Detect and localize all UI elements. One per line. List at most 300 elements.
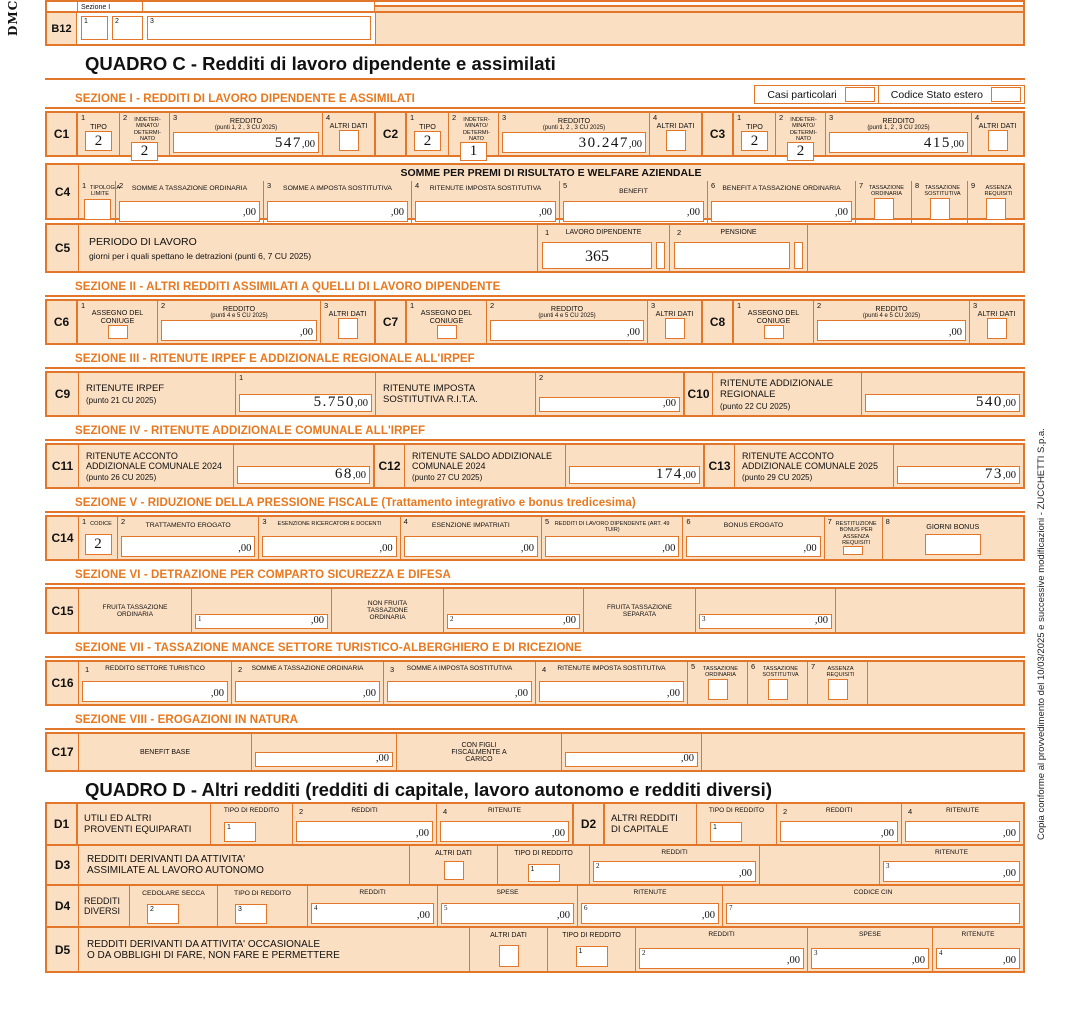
c16-ritenute-label: RITENUTE IMPOSTA SOSTITUTIVA — [557, 665, 666, 672]
c5-subtitle: giorni per i quali spettano le detrazioni (punti 6, 7 CU 2025) — [89, 250, 312, 261]
c16-empty-area — [867, 662, 1023, 704]
d3-spacer — [759, 846, 879, 884]
d4-cedolare-secca-cell — [129, 886, 217, 926]
d4-spese-field[interactable]: 5 ,00 — [441, 903, 574, 924]
c3-altri-dati-label: ALTRI DATI — [978, 121, 1017, 130]
c13-field[interactable]: 73 ,00 — [897, 466, 1020, 484]
c8-altri-dati-label: ALTRI DATI — [977, 309, 1016, 318]
c3-reddito-field[interactable]: 415 ,00 — [829, 132, 968, 153]
d5-altri-dati-label: ALTRI DATI — [490, 932, 527, 939]
c2-tipo-cell — [406, 113, 448, 155]
d5-name-line2: O DA OBBLIGHI DI FARE, NON FARE E PERMETTERE — [87, 949, 340, 961]
field-number: 1 — [198, 614, 202, 623]
c15-fruita-ordinaria-labelcell — [79, 589, 191, 632]
field-number: 3 — [267, 181, 272, 190]
d4-codice-cin-field[interactable] — [726, 903, 1020, 924]
c4-tassazione-sostitutiva-checkbox[interactable] — [930, 198, 950, 220]
c9-ritenute-irpef-labelcell — [79, 373, 235, 415]
c14-giorni-bonus-cell — [882, 517, 1023, 559]
d5-ritenute-field[interactable]: 4 ,00 — [936, 948, 1020, 969]
d2-group — [572, 804, 1023, 844]
c4-tassazione-ordinaria-label: TASSAZIONE ORDINARIA — [868, 185, 905, 198]
c14-restituzione-label: RESTITUZIONE BONUS PER ASSENZA REQUISITI — [835, 521, 877, 546]
d2-tipo-reddito-field[interactable] — [710, 822, 742, 842]
d3-redditi-header — [593, 848, 756, 861]
field-number: 1 — [737, 113, 742, 122]
c14-codice-label: CODICE — [90, 521, 112, 527]
d4-ritenute-header — [581, 888, 719, 901]
d5-spese-label: SPESE — [859, 931, 881, 938]
row-label-c12: C12 — [373, 445, 405, 487]
row-d1-d2 — [45, 802, 1025, 846]
c14-bonus-erogato-field[interactable]: ,00 — [686, 536, 820, 557]
d3-altri-dati-checkbox[interactable] — [444, 861, 464, 880]
d2-ritenute-field[interactable]: ,00 — [905, 821, 1020, 842]
c14-restituzione-cell — [824, 517, 882, 559]
d4-spese-cell — [437, 886, 577, 926]
c14-esenzione-impatriati-cell — [400, 517, 541, 559]
c17-con-figli-label: CON FIGLI FISCALMENTE A CARICO — [451, 741, 507, 763]
d5-tipo-reddito-header — [551, 930, 632, 943]
c16-tassazione-sostitutiva-checkbox[interactable] — [768, 679, 788, 701]
d2-ritenute-header — [905, 806, 1020, 819]
field-number: 5 — [544, 517, 550, 526]
d5-tipo-reddito-cell — [547, 928, 635, 971]
c16-assenza-requisiti-checkbox[interactable] — [828, 679, 848, 701]
field-number: 3 — [150, 18, 154, 25]
c16-somme-sostitutiva-cell — [383, 662, 535, 704]
c7-assegno-checkbox[interactable] — [437, 325, 457, 339]
c16-ritenute-header — [539, 664, 684, 677]
c3-group — [701, 113, 1023, 159]
clipped-row-right — [375, 5, 1023, 11]
c13-label: RITENUTE ACCONTO ADDIZIONALE COMUNALE 2025 — [742, 450, 879, 471]
c16-assenza-requisiti-cell — [807, 662, 867, 704]
d1-ritenute-cell — [436, 804, 572, 844]
field-number: 2 — [490, 301, 495, 310]
field-number: 4 — [314, 904, 318, 912]
field-number: 1 — [85, 665, 90, 674]
c8-assegno-cell — [733, 301, 813, 343]
left-margin-vertical-text: DMC — [6, 0, 20, 36]
c1-indeterminato-cell — [119, 113, 169, 159]
d2-redditi-field[interactable]: ,00 — [780, 821, 898, 842]
d3-name-cell — [79, 846, 409, 884]
c3-indeterminato-field[interactable]: 2 — [787, 142, 814, 161]
c8-altri-dati-checkbox[interactable] — [987, 318, 1007, 339]
c6-altri-dati-label: ALTRI DATI — [328, 309, 367, 318]
row-c1-c2-c3 — [45, 111, 1025, 157]
c17-benefit-base-labelcell — [79, 734, 251, 770]
c4-tassazione-ordinaria-cell — [855, 181, 911, 224]
field-number: 2 — [121, 517, 126, 526]
c16-somme-ordinaria-header — [235, 664, 380, 677]
sezione-8-header — [45, 711, 1025, 730]
d1-redditi-header — [296, 806, 433, 819]
c5-lavoro-dipendente-header — [542, 227, 665, 240]
c4-benefit-ordinaria-label: BENEFIT A TASSAZIONE ORDINARIA — [722, 185, 841, 192]
c14-codice-field[interactable]: 2 — [85, 534, 112, 555]
row-d4 — [45, 884, 1025, 928]
d4-ritenute-cell — [577, 886, 722, 926]
c8-assegno-checkbox[interactable] — [764, 325, 784, 339]
c4-benefit-ordinaria-field[interactable]: ,00 — [711, 201, 852, 222]
c7-altri-dati-label: ALTRI DATI — [655, 309, 694, 318]
d4-ritenute-field[interactable]: 6 ,00 — [581, 903, 719, 924]
c1-tipo-field[interactable]: 2 — [85, 131, 112, 151]
d2-tipo-reddito-label: TIPO DI REDDITO — [708, 807, 765, 814]
c1-reddito-field[interactable]: 547 ,00 — [173, 132, 319, 153]
c14-giorni-bonus-label: GIORNI BONUS — [926, 522, 980, 531]
c16-somme-sostitutiva-label: SOMME A IMPOSTA SOSTITUTIVA — [406, 665, 513, 672]
c1-reddito-label: REDDITO — [229, 116, 263, 125]
c4-tassazione-ordinaria-checkbox[interactable] — [874, 198, 894, 220]
c14-esenzione-impatriati-field[interactable]: ,00 — [404, 536, 538, 557]
c5-pensione-header — [674, 227, 803, 240]
sezione-2-header — [45, 278, 1025, 297]
d2-name-cell — [604, 804, 696, 844]
field-number: 1 — [81, 113, 86, 122]
c1-tipo-label: TIPO — [90, 122, 107, 131]
field-number: 4 — [542, 665, 547, 674]
c7-assegno-label: ASSEGNO DEL CONIUGE — [420, 308, 473, 326]
d5-altri-dati-header — [473, 930, 544, 943]
field-number: 7 — [859, 181, 864, 190]
casi-particolari-field[interactable] — [845, 87, 875, 102]
d5-name-line1: REDDITI DERIVANTI DA ATTIVITA' OCCASIONALE — [87, 938, 321, 950]
d4-ritenute-label: RITENUTE — [633, 889, 667, 896]
c14-bonus-erogato-label: BONUS EROGATO — [723, 522, 784, 529]
c11-field[interactable]: 68 ,00 — [237, 466, 370, 484]
sezione-7-header — [45, 639, 1025, 658]
c15-fruita-separata-labelcell — [583, 589, 695, 632]
c8-reddito-field[interactable]: ,00 — [817, 320, 966, 341]
c1-indeterminato-label: INDETER- MINATO/ DETERMI- NATO — [133, 117, 162, 142]
sezione-1-title: SEZIONE I - REDDITI DI LAVORO DIPENDENTE E ASSIMILATI — [75, 93, 415, 105]
row-c5 — [45, 223, 1025, 273]
c17-empty-area — [701, 734, 1023, 770]
d3-ritenute-cell — [879, 846, 1023, 884]
field-number: 2 — [450, 614, 454, 623]
d3-redditi-field[interactable]: 2 ,00 — [593, 861, 756, 882]
d5-spese-field[interactable]: 3 ,00 — [811, 948, 929, 969]
c5-lavoro-dipendente-field[interactable]: 365 — [542, 242, 652, 269]
field-number: 3 — [886, 862, 890, 870]
c12-label: RITENUTE SALDO ADDIZIONALE COMUNALE 2024 — [412, 450, 553, 471]
c11-fieldcell — [233, 445, 373, 487]
d5-altri-dati-checkbox[interactable] — [499, 945, 519, 967]
field-number: 3 — [502, 113, 507, 122]
c17-benefit-base-field[interactable]: ,00 — [255, 752, 393, 767]
field-number: 2 — [642, 949, 646, 957]
c5-description — [79, 225, 537, 271]
d5-tipo-reddito-field[interactable] — [576, 946, 608, 967]
field-number: 3 — [238, 906, 242, 913]
c4-assenza-requisiti-checkbox[interactable] — [986, 198, 1006, 220]
c8-reddito-sublabel: (punti 4 e 5 CU 2025) — [862, 313, 921, 320]
c16-ritenute-field[interactable]: ,00 — [539, 681, 684, 702]
c2-indeterminato-label: INDETER- MINATO/ DETERMI- NATO — [462, 117, 491, 142]
field-number: 1 — [545, 228, 550, 237]
d2-name-line2: DI CAPITALE — [611, 824, 669, 835]
d1-tipo-reddito-label: TIPO DI REDDITO — [223, 807, 280, 814]
c1-altri-dati-cell — [322, 113, 374, 155]
c6-assegno-checkbox[interactable] — [108, 325, 128, 339]
d1-tipo-reddito-field[interactable] — [224, 822, 256, 842]
c6-reddito-label: REDDITO — [222, 304, 256, 313]
sezione-1-header — [45, 82, 1025, 109]
row-d3 — [45, 844, 1025, 886]
c16-tassazione-sostitutiva-label: TASSAZIONE SOSTITUTIVA — [762, 666, 799, 679]
c9-ritenute-irpef-field[interactable]: 5.750 ,00 — [239, 394, 372, 412]
c6-reddito-field[interactable]: ,00 — [161, 320, 317, 341]
c9-rita-field[interactable]: ,00 — [539, 397, 680, 412]
c12-field[interactable]: 174 ,00 — [569, 466, 700, 484]
c16-reddito-turistico-field[interactable]: ,00 — [82, 681, 228, 702]
d3-altri-dati-cell — [409, 846, 497, 884]
c2-altri-dati-checkbox[interactable] — [666, 130, 686, 151]
row-d5 — [45, 926, 1025, 973]
c3-altri-dati-cell — [971, 113, 1023, 155]
row-label-b12: B12 — [47, 13, 77, 44]
field-number: 4 — [939, 949, 943, 957]
d5-redditi-cell — [635, 928, 807, 971]
row-label-c10: C10 — [683, 373, 713, 415]
c2-tipo-field[interactable]: 2 — [414, 131, 441, 151]
c2-reddito-field[interactable]: 30.247 ,00 — [502, 132, 646, 153]
sezione-4-title: SEZIONE IV - RITENUTE ADDIZIONALE COMUNALE ALL'IRPEF — [75, 425, 426, 437]
c5-lavoro-dipendente-label: LAVORO DIPENDENTE — [565, 229, 642, 236]
d4-name-line2: DIVERSI — [84, 906, 121, 916]
c7-altri-dati-checkbox[interactable] — [665, 318, 685, 339]
c14-giorni-bonus-field[interactable] — [925, 534, 981, 555]
field-number: 3 — [702, 614, 706, 623]
d1-name-line2: PROVENTI EQUIPARATI — [84, 824, 192, 835]
c9-rita-fieldcell — [535, 373, 683, 415]
field-number: 1 — [84, 18, 88, 25]
c6-altri-dati-checkbox[interactable] — [338, 318, 358, 339]
field-number: 1 — [227, 824, 231, 831]
c4-somme-sostitutiva-field[interactable]: ,00 — [267, 201, 408, 222]
d2-tipo-reddito-cell — [696, 804, 776, 844]
field-number: 2 — [123, 113, 128, 122]
d1-ritenute-field[interactable]: ,00 — [440, 821, 569, 842]
c6-assegno-cell — [77, 301, 157, 343]
c14-trattamento-field[interactable]: ,00 — [121, 536, 255, 557]
c4-somme-ordinaria-label: SOMME A TASSAZIONE ORDINARIA — [131, 185, 248, 192]
c7-assegno-cell — [406, 301, 486, 343]
d5-ritenute-header — [936, 930, 1020, 943]
c16-ritenute-cell — [535, 662, 687, 704]
c15-non-fruita-field[interactable]: 2 ,00 — [447, 614, 580, 629]
c2-reddito-label: REDDITO — [557, 116, 591, 125]
c8-altri-dati-cell — [969, 301, 1023, 343]
c1-altri-dati-checkbox[interactable] — [339, 130, 359, 151]
d4-codice-cin-label: CODICE CIN — [853, 889, 893, 896]
c16-tassazione-ordinaria-checkbox[interactable] — [708, 679, 728, 701]
c4-tipologia-label: TIPOLOGIA LIMITE — [90, 185, 121, 198]
c4-ritenute-label: RITENUTE IMPOSTA SOSTITUTIVA — [429, 185, 542, 192]
sezione-3-title: SEZIONE III - RITENUTE IRPEF E ADDIZIONALE REGIONALE ALL'IRPEF — [75, 353, 475, 365]
d2-redditi-cell — [776, 804, 901, 844]
row-label-c4: C4 — [47, 165, 79, 218]
c10-field[interactable]: 540 ,00 — [865, 394, 1020, 412]
d4-spese-header — [441, 888, 574, 901]
c9-ritenute-irpef-label: RITENUTE IRPEF — [86, 383, 165, 394]
c17-benefit-base-fieldcell — [251, 734, 396, 770]
c4-assenza-requisiti-cell — [967, 181, 1023, 224]
c15-fruita-ordinaria-label: FRUITA TASSAZIONE ORDINARIA — [102, 603, 168, 618]
codice-stato-estero-field[interactable] — [991, 87, 1021, 102]
field-number: 2 — [596, 862, 600, 870]
row-label-d2: D2 — [574, 804, 604, 844]
c4-benefit-ordinaria-cell — [707, 181, 855, 224]
c16-tassazione-sostitutiva-cell — [747, 662, 807, 704]
c15-fruita-ordinaria-field[interactable]: 1 ,00 — [195, 614, 328, 629]
c14-esenzione-ricercatori-cell — [258, 517, 399, 559]
c14-esenzione-impatriati-label: ESENZIONE IMPATRIATI — [431, 522, 510, 529]
c14-esenzione-ricercatori-field[interactable]: ,00 — [262, 536, 396, 557]
d4-name-line1: REDDITI — [84, 896, 120, 906]
c14-restituzione-checkbox[interactable] — [843, 546, 863, 555]
c14-redditi-lavoro-label: REDDITI DI LAVORO DIPENDENTE (ART. 49 TUIR) — [554, 521, 670, 534]
c15-fruita-separata-field[interactable]: 3 ,00 — [699, 614, 832, 629]
sezione-5-header — [45, 494, 1025, 513]
row-label-d1: D1 — [47, 804, 77, 844]
c8-assegno-label: ASSEGNO DEL CONIUGE — [747, 308, 800, 326]
field-number: 2 — [161, 301, 166, 310]
row-c16 — [45, 660, 1025, 706]
c11-sublabel: (punto 26 CU 2025) — [86, 472, 157, 482]
d3-redditi-label: REDDITI — [661, 849, 688, 856]
d4-cedolare-secca-field[interactable] — [147, 904, 179, 924]
field-number: 2 — [238, 665, 243, 674]
sezione-7-title: SEZIONE VII - TASSAZIONE MANCE SETTORE TURISTICO-ALBERGHIERO E DI RICEZIONE — [75, 642, 582, 654]
codice-stato-estero-cell — [878, 86, 1024, 103]
field-number: 4 — [415, 181, 420, 190]
field-number: 8 — [915, 181, 920, 190]
c17-benefit-base-label: BENEFIT BASE — [139, 748, 191, 756]
c11-label: RITENUTE ACCONTO ADDIZIONALE COMUNALE 2024 — [86, 450, 223, 471]
quadro-d-title: QUADRO D - Altri redditi (redditi di capitale, lavoro autonomo e redditi diversi) — [85, 779, 772, 800]
row-label-c13: C13 — [703, 445, 735, 487]
c16-somme-sostitutiva-field[interactable]: ,00 — [387, 681, 532, 702]
c4-assenza-requisiti-label: ASSENZA REQUISITI — [984, 185, 1013, 198]
b12-empty-area — [375, 13, 1023, 44]
field-number: 3 — [173, 113, 178, 122]
d3-ritenute-header — [883, 848, 1020, 861]
c8-reddito-cell — [813, 301, 969, 343]
d1-redditi-field[interactable]: ,00 — [296, 821, 433, 842]
c4-somme-sostitutiva-cell — [263, 181, 411, 224]
field-number: 4 — [403, 517, 408, 526]
field-number: 3 — [324, 301, 329, 310]
d4-codice-cin-cell — [722, 886, 1023, 926]
c5-pensione-label: PENSIONE — [720, 229, 757, 236]
d1-tipo-reddito-header — [214, 806, 289, 819]
c1-indeterminato-field[interactable]: 2 — [131, 142, 158, 161]
row-c17 — [45, 732, 1025, 772]
c15-fruita-ordinaria-fieldcell — [191, 589, 331, 632]
d2-ritenute-label: RITENUTE — [946, 807, 979, 814]
c3-reddito-sublabel: (punti 1, 2 , 3 CU 2025) — [867, 125, 930, 132]
d5-redditi-field[interactable]: 2 ,00 — [639, 948, 804, 969]
sezione-6-header — [45, 566, 1025, 585]
c16-somme-ordinaria-field[interactable]: ,00 — [235, 681, 380, 702]
c4-tipologia-field[interactable] — [84, 199, 111, 220]
field-number: 1 — [713, 824, 717, 831]
d3-tipo-reddito-field[interactable] — [528, 864, 560, 882]
b12-field-2[interactable] — [112, 16, 143, 40]
b12-fields — [77, 13, 375, 44]
c4-tassazione-sostitutiva-cell — [911, 181, 967, 224]
c5-empty-area — [807, 225, 1023, 271]
field-number: 2 — [299, 807, 304, 816]
d1-redditi-label: REDDITI — [351, 807, 378, 814]
sezione-6-title: SEZIONE VI - DETRAZIONE PER COMPARTO SICUREZZA E DIFESA — [75, 569, 451, 581]
c2-tipo-label: TIPO — [419, 122, 436, 131]
d1-group — [47, 804, 572, 844]
d4-tipo-reddito-field[interactable] — [235, 904, 267, 924]
quadro-c-title: QUADRO C - Redditi di lavoro dipendente e assimilati — [45, 46, 1025, 80]
d4-redditi-field[interactable]: 4 ,00 — [311, 903, 434, 924]
c4-ritenute-field[interactable]: ,00 — [415, 201, 556, 222]
c2-altri-dati-label: ALTRI DATI — [656, 121, 695, 130]
c5-pensione-field[interactable] — [674, 242, 790, 269]
c3-indeterminato-cell — [775, 113, 825, 159]
c4-somme-ordinaria-field[interactable]: ,00 — [119, 201, 260, 222]
d1-ritenute-label: RITENUTE — [488, 807, 521, 814]
tax-form — [45, 0, 1025, 973]
row-label-c1: C1 — [47, 113, 77, 155]
d4-spese-label: SPESE — [496, 889, 519, 896]
c7-reddito-sublabel: (punti 4 e 5 CU 2025) — [538, 313, 596, 320]
c4-benefit-field[interactable]: ,00 — [563, 201, 704, 222]
field-number: 1 — [737, 301, 742, 310]
field-number: 4 — [653, 113, 658, 122]
c17-con-figli-field[interactable]: ,00 — [565, 752, 698, 767]
row-label-c11: C11 — [47, 445, 79, 487]
field-number: 6 — [686, 517, 691, 526]
field-number: 1 — [410, 301, 415, 310]
field-number: 4 — [326, 113, 331, 122]
c16-reddito-turistico-label: REDDITO SETTORE TURISTICO — [105, 665, 205, 672]
c14-redditi-lavoro-field[interactable]: ,00 — [545, 536, 679, 557]
d1-redditi-cell — [292, 804, 436, 844]
c7-reddito-field[interactable]: ,00 — [490, 320, 644, 341]
c16-somme-sostitutiva-header — [387, 664, 532, 677]
field-number: 6 — [584, 904, 588, 912]
c3-tipo-field[interactable]: 2 — [741, 131, 768, 151]
d4-tipo-reddito-cell — [217, 886, 307, 926]
casi-particolari-group — [754, 85, 1025, 104]
c5-lavoro-dipendente-cell — [537, 225, 669, 271]
c16-reddito-turistico-cell — [79, 662, 231, 704]
c16-somme-ordinaria-label: SOMME A TASSAZIONE ORDINARIA — [251, 665, 364, 672]
c2-indeterminato-field[interactable]: 1 — [460, 142, 487, 161]
divider — [77, 2, 78, 11]
sezione-2-title: SEZIONE II - ALTRI REDDITI ASSIMILATI A QUELLI DI LAVORO DIPENDENTE — [75, 281, 501, 293]
casi-particolari-cell — [755, 86, 877, 103]
c2-group — [374, 113, 701, 159]
c10-labelcell — [713, 373, 861, 415]
b12-field-1[interactable] — [81, 16, 108, 40]
c3-altri-dati-checkbox[interactable] — [988, 130, 1008, 151]
field-number: 5 — [563, 181, 568, 190]
d3-ritenute-field[interactable]: 3 ,00 — [883, 861, 1020, 882]
b12-field-3[interactable] — [147, 16, 371, 40]
sezione-4-header — [45, 422, 1025, 441]
